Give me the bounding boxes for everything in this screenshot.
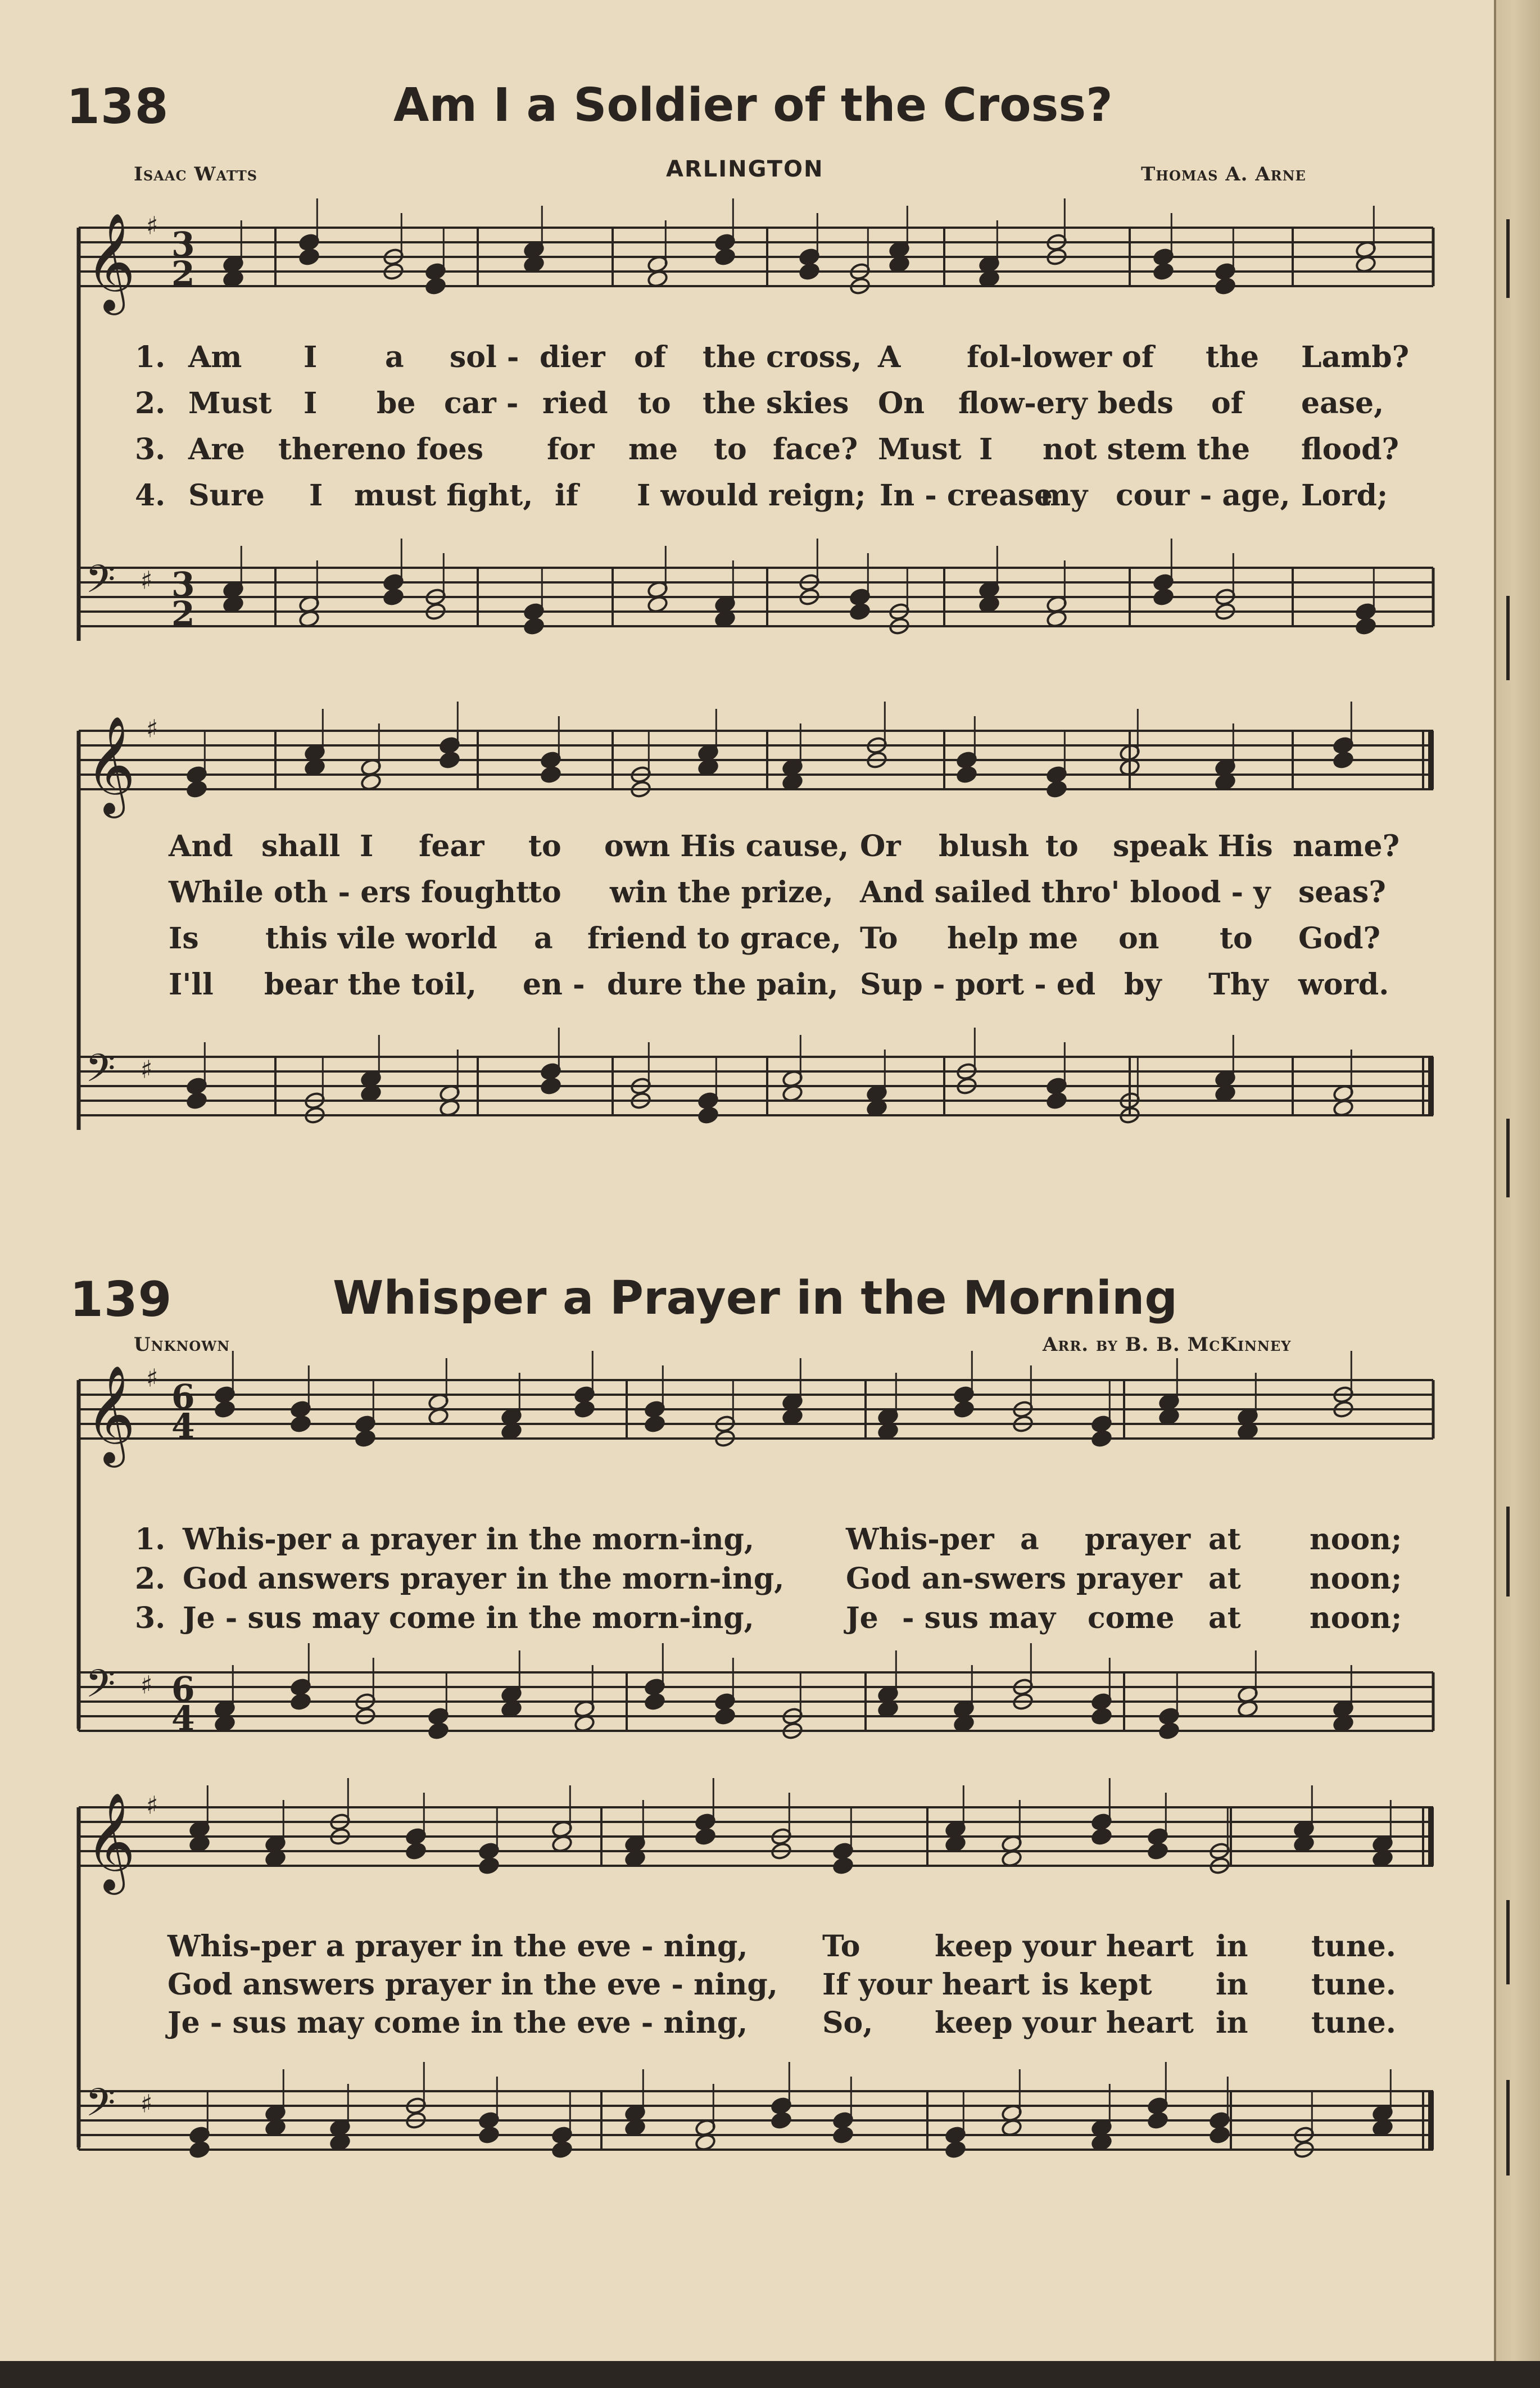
lyric-syllable: not stem the — [1043, 432, 1251, 467]
lyric-syllable: the cross, — [703, 340, 862, 374]
lyric-syllable: keep your heart — [935, 1929, 1194, 1964]
time-signature-denominator: 4 — [171, 1406, 195, 1446]
lyric-syllable: en - — [523, 967, 585, 1002]
note-head — [214, 1400, 235, 1418]
note-head — [405, 1842, 427, 1860]
lyric-syllable: I would reign; — [637, 478, 866, 513]
bass-clef-icon: 𝄢 — [85, 2080, 116, 2135]
lyric-syllable: no foes — [365, 432, 484, 467]
treble-clef-icon: 𝄞 — [85, 715, 136, 814]
note-head — [186, 1091, 207, 1110]
sharp-key-signature-icon: ♯ — [146, 714, 158, 744]
verse-number: 4. — [135, 478, 166, 513]
lyric-syllable: noon; — [1310, 1562, 1402, 1596]
lyric-syllable: the skies — [703, 386, 849, 420]
note-head — [849, 602, 871, 621]
lyric-syllable: To — [860, 921, 898, 956]
lyric-syllable: on — [1118, 921, 1159, 956]
lyric-syllable: to — [1220, 921, 1253, 956]
lyric-syllable: own His cause, — [604, 829, 849, 863]
note-head — [189, 2140, 210, 2159]
lyric-syllable: Must — [878, 432, 962, 467]
note-head — [1091, 1429, 1112, 1448]
note-head — [478, 1856, 500, 1875]
hymn-title: Whisper a Prayer in the Morning — [333, 1272, 1178, 1325]
lyric-syllable: To — [822, 1929, 860, 1964]
sharp-key-signature-icon: ♯ — [141, 566, 153, 595]
lyrics-138-system-2 — [169, 829, 1428, 1015]
lyric-syllable: a — [1020, 1522, 1039, 1557]
sharp-key-signature-icon: ♯ — [141, 1055, 153, 1084]
note-head — [1046, 780, 1067, 798]
note-head — [1091, 1707, 1112, 1725]
lyric-syllable: Are — [188, 432, 245, 467]
lyric-syllable: a — [385, 340, 404, 374]
note-head — [714, 247, 736, 266]
lyric-syllable: the — [1206, 340, 1259, 374]
note-head — [1355, 617, 1376, 635]
lyric-syllable: word. — [1298, 967, 1389, 1002]
lyric-syllable: Thy — [1208, 967, 1269, 1002]
lyric-syllable: Je - sus may come in the morn-ing, — [183, 1601, 754, 1635]
time-signature-numerator: 6 — [171, 1377, 195, 1417]
music-credit: Arr. by B. B. McKinney — [1043, 1333, 1292, 1356]
note-head — [832, 1856, 854, 1875]
lyric-syllable: And sailed thro' blood - y — [860, 875, 1271, 910]
sharp-key-signature-icon: ♯ — [146, 211, 158, 241]
lyric-syllable: at — [1208, 1522, 1241, 1557]
lyric-syllable: if — [555, 478, 579, 513]
treble-clef-icon: 𝄞 — [85, 212, 136, 311]
lyric-syllable: my — [1040, 478, 1088, 513]
verse-number: 3. — [135, 1601, 166, 1635]
lyric-syllable: car - — [444, 386, 519, 420]
note-head — [644, 1692, 665, 1711]
lyric-syllable: - sus may — [902, 1601, 1056, 1635]
time-signature-numerator: 3 — [171, 225, 195, 265]
lyric-syllable: an-swers prayer — [922, 1562, 1183, 1596]
note-head — [695, 1827, 716, 1846]
lyric-syllable: Is — [169, 921, 199, 956]
note-head — [383, 587, 404, 606]
note-head — [1215, 277, 1236, 295]
lyric-syllable: come — [1088, 1601, 1175, 1635]
lyric-syllable: While oth - ers fought — [169, 875, 530, 910]
lyric-syllable: of — [634, 340, 667, 374]
lyric-syllable: bear the toil, — [264, 967, 477, 1002]
lyric-syllable: keep your heart — [935, 2006, 1194, 2040]
lyric-syllable: I — [979, 432, 993, 467]
lyric-syllable: blush — [939, 829, 1030, 863]
time-signature-denominator: 4 — [171, 1699, 195, 1739]
note-head — [290, 1692, 311, 1711]
lyric-syllable: ried — [542, 386, 608, 420]
lyric-syllable: Am — [188, 340, 242, 374]
lyric-syllable: to — [528, 875, 561, 910]
hymn-title: Am I a Soldier of the Cross? — [393, 79, 1113, 132]
lyric-syllable: ease, — [1301, 386, 1384, 420]
lyric-syllable: God — [846, 1562, 911, 1596]
lyric-syllable: to — [1045, 829, 1079, 863]
lyric-syllable: In - crease — [880, 478, 1053, 513]
verse-number: 2. — [135, 386, 166, 420]
lyric-syllable: is kept — [1041, 1968, 1152, 2002]
words-credit: Isaac Watts — [134, 163, 258, 186]
lyrics-138-system-1 — [135, 340, 1428, 526]
note-head — [551, 2140, 573, 2159]
bass-clef-icon: 𝄢 — [85, 557, 116, 612]
lyric-syllable: tune. — [1311, 1968, 1396, 2002]
note-head — [956, 765, 977, 784]
lyric-syllable: me — [628, 432, 678, 467]
time-signature-denominator: 2 — [171, 594, 195, 634]
lyric-syllable: a — [534, 921, 553, 956]
lyric-syllable: prayer — [1085, 1522, 1191, 1557]
lyric-syllable: fol-lower of — [967, 340, 1154, 374]
tune-name: ARLINGTON — [666, 156, 824, 182]
note-head — [697, 1106, 719, 1124]
note-head — [425, 277, 446, 295]
lyric-syllable: there — [278, 432, 366, 467]
lyric-syllable: fear — [419, 829, 484, 863]
lyric-syllable: flood? — [1301, 432, 1399, 467]
bass-clef-icon: 𝄢 — [85, 1661, 116, 1716]
lyric-syllable: shall — [261, 829, 341, 863]
verse-number: 2. — [135, 1562, 166, 1596]
lyric-syllable: to — [528, 829, 561, 863]
lyric-syllable: Whis-per a prayer in the eve - ning, — [167, 1929, 748, 1964]
note-head — [574, 1400, 595, 1418]
verse-number: 3. — [135, 432, 166, 467]
lyric-syllable: Lamb? — [1301, 340, 1410, 374]
lyric-syllable: of — [1211, 386, 1244, 420]
lyric-syllable: noon; — [1310, 1601, 1402, 1635]
lyric-syllable: be — [377, 386, 416, 420]
treble-clef-icon: 𝄞 — [85, 1364, 136, 1463]
lyric-syllable: flow-ery beds — [958, 386, 1174, 420]
note-head — [771, 2111, 792, 2129]
lyric-syllable: win the prize, — [610, 875, 834, 910]
lyric-syllable: in — [1216, 1929, 1248, 1964]
note-head — [523, 617, 545, 635]
note-head — [644, 1414, 665, 1433]
lyric-syllable: Must — [188, 386, 272, 420]
lyric-syllable: noon; — [1310, 1522, 1402, 1557]
lyric-syllable: I — [304, 340, 318, 374]
note-head — [832, 2125, 854, 2144]
lyric-syllable: help me — [947, 921, 1079, 956]
note-head — [1158, 1721, 1180, 1740]
lyric-syllable: friend to grace, — [587, 921, 841, 956]
lyric-syllable: dure the pain, — [607, 967, 839, 1002]
lyric-syllable: Je — [846, 1601, 878, 1635]
lyric-syllable: in — [1216, 1968, 1248, 2002]
lyric-syllable: at — [1208, 1562, 1241, 1596]
lyrics-139-system-2 — [167, 1929, 1426, 2070]
note-head — [186, 780, 207, 798]
lyric-syllable: I'll — [169, 967, 214, 1002]
note-head — [428, 1721, 449, 1740]
lyric-syllable: seas? — [1298, 875, 1386, 910]
verse-number: 1. — [135, 1522, 166, 1557]
lyric-syllable: I — [360, 829, 374, 863]
note-head — [1153, 587, 1174, 606]
verse-number: 1. — [135, 340, 166, 374]
lyric-syllable: I — [309, 478, 323, 513]
note-head — [945, 2140, 966, 2159]
note-head — [714, 1707, 736, 1725]
lyric-syllable: this vile world — [265, 921, 497, 956]
note-head — [1147, 1842, 1168, 1860]
note-head — [799, 262, 820, 281]
sharp-key-signature-icon: ♯ — [146, 1791, 158, 1820]
time-signature-numerator: 6 — [171, 1670, 195, 1709]
lyric-syllable: Whis-per — [846, 1522, 994, 1557]
note-head — [1209, 2125, 1230, 2144]
note-head — [540, 765, 561, 784]
note-head — [1046, 1091, 1067, 1110]
note-head — [478, 2125, 500, 2144]
lyric-syllable: dier — [540, 340, 605, 374]
treble-clef-icon: 𝄞 — [85, 1792, 136, 1890]
lyric-syllable: for — [547, 432, 595, 467]
lyric-syllable: Whis-per a prayer in the morn-ing, — [183, 1522, 754, 1557]
bass-clef-icon: 𝄢 — [85, 1046, 116, 1101]
note-head — [540, 1077, 561, 1095]
lyric-syllable: cour - age, — [1116, 478, 1290, 513]
lyric-syllable: So, — [822, 2006, 873, 2040]
music-credit: Thomas A. Arne — [1141, 163, 1306, 186]
lyric-syllable: at — [1208, 1601, 1241, 1635]
lyric-syllable: by — [1124, 967, 1162, 1002]
lyric-syllable: in — [1216, 2006, 1248, 2040]
note-head — [1333, 750, 1354, 769]
lyrics-139-system-1 — [135, 1522, 1428, 1663]
lyric-syllable: And — [169, 829, 233, 863]
lyric-syllable: Sure — [188, 478, 265, 513]
hymn-number: 139 — [70, 1272, 173, 1328]
lyric-syllable: face? — [773, 432, 858, 467]
lyric-syllable: name? — [1293, 829, 1400, 863]
lyric-syllable: God answers prayer in the eve - ning, — [167, 1968, 778, 2002]
hymn-number: 138 — [66, 79, 169, 135]
lyric-syllable: God? — [1298, 921, 1380, 956]
lyric-syllable: Lord; — [1301, 478, 1388, 513]
sharp-key-signature-icon: ♯ — [141, 1671, 153, 1700]
lyric-syllable: If your heart — [822, 1968, 1030, 2002]
lyric-syllable: God answers prayer in the morn-ing, — [183, 1562, 785, 1596]
lyric-syllable: Je - sus may come in the eve - ning, — [167, 2006, 748, 2040]
time-signature-numerator: 3 — [171, 565, 195, 605]
lyric-syllable: Or — [860, 829, 901, 863]
note-head — [1147, 2111, 1168, 2129]
sharp-key-signature-icon: ♯ — [141, 2090, 153, 2119]
lyric-syllable: must fight, — [354, 478, 533, 513]
sharp-key-signature-icon: ♯ — [146, 1364, 158, 1393]
lyric-syllable: to — [714, 432, 747, 467]
note-head — [298, 247, 320, 266]
lyric-syllable: On — [878, 386, 925, 420]
note-head — [1153, 262, 1174, 281]
lyric-syllable: to — [638, 386, 671, 420]
lyric-syllable: Sup - port - ed — [860, 967, 1096, 1002]
note-head — [439, 750, 460, 769]
lyric-syllable: A — [878, 340, 901, 374]
words-credit: Unknown — [134, 1333, 230, 1356]
lyric-syllable: tune. — [1311, 2006, 1396, 2040]
lyric-syllable: speak His — [1113, 829, 1273, 863]
note-head — [355, 1429, 376, 1448]
time-signature-denominator: 2 — [171, 254, 195, 294]
lyric-syllable: tune. — [1311, 1929, 1396, 1964]
note-head — [290, 1414, 311, 1433]
note-head — [953, 1400, 975, 1418]
lyric-syllable: I — [304, 386, 318, 420]
lyric-syllable: sol - — [450, 340, 519, 374]
note-head — [1091, 1827, 1112, 1846]
